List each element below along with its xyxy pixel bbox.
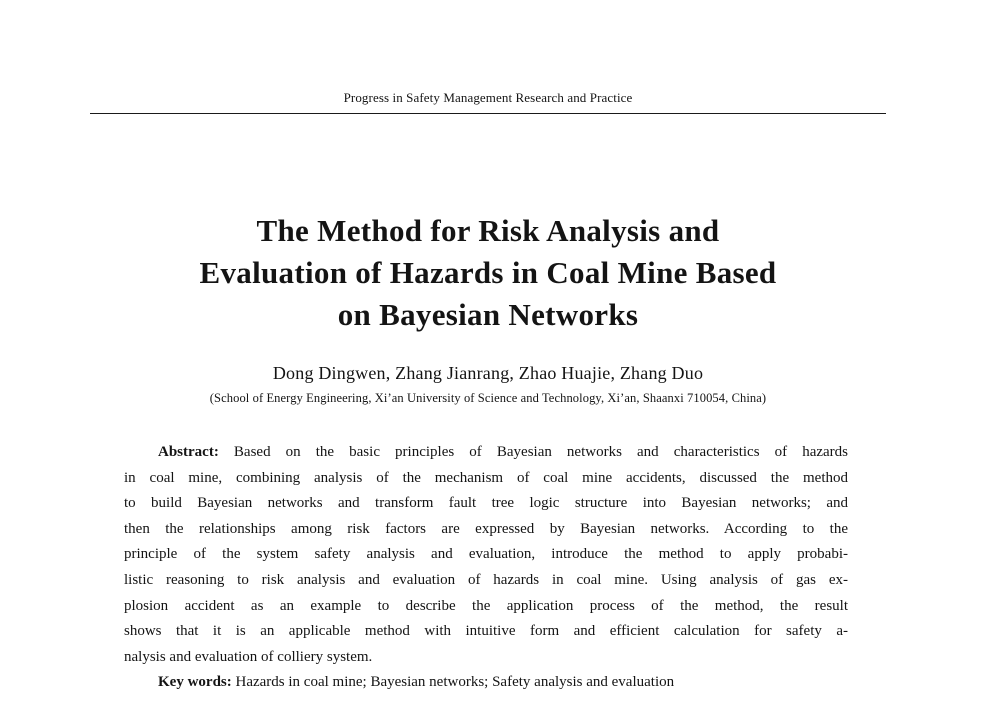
abstract — [124, 440, 848, 670]
abstract-line: principle of the system safety analysis and evaluation, introduce the method to apply probabi- — [124, 546, 848, 563]
abstract-line — [124, 440, 848, 466]
header-rule — [90, 113, 886, 114]
title-line: Evaluation of Hazards in Coal Mine Based — [199, 255, 777, 290]
abstract-line: shows that it is an applicable method with intuitive form and efficient calculation for safety a- — [124, 623, 848, 640]
title-line: The Method for Risk Analysis and — [256, 213, 720, 248]
running-header: Progress in Safety Management Research and Practice — [343, 90, 633, 105]
abstract-line: plosion accident as an example to describe the application process of the method, the result — [124, 597, 848, 614]
abstract-line: listic reasoning to risk analysis and evaluation of hazards in coal mine. Using analysis of gas ex- — [124, 571, 848, 588]
keywords — [158, 674, 674, 691]
abstract-line: nalysis and evaluation of colliery system. — [124, 648, 373, 665]
keywords-text: Hazards in coal mine; Bayesian networks; Safety analysis and evaluation — [235, 674, 675, 690]
paper-title — [90, 210, 886, 336]
title-line: on Bayesian Networks — [337, 297, 639, 332]
abstract-line-text: Based on the basic principles of Bayesian networks and characteristics of hazards — [233, 444, 849, 460]
abstract-line: to build Bayesian networks and transform fault tree logic structure into Bayesian networks; and — [124, 495, 848, 512]
abstract-label: Abstract: — [158, 444, 219, 460]
keywords-label: Key words: — [158, 674, 232, 690]
abstract-line: then the relationships among risk factors are expressed by Bayesian networks. According to the — [124, 520, 848, 537]
author-list: Dong Dingwen, Zhang Jianrang, Zhao Huajie, Zhang Duo — [272, 363, 704, 383]
affiliation: (School of Energy Engineering, Xi’an University of Science and Technology, Xi’an, Shaanxi 710054, China) — [209, 391, 767, 405]
abstract-line: in coal mine, combining analysis of the mechanism of coal mine accidents, discussed the method — [124, 469, 848, 486]
